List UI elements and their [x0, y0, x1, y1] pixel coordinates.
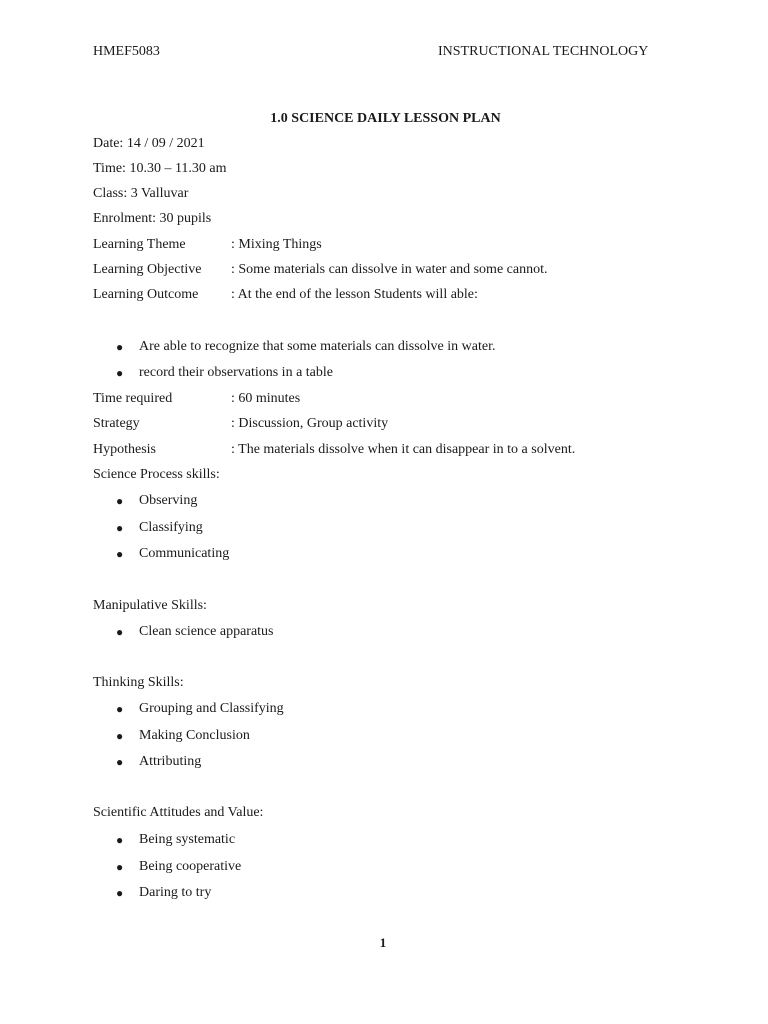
strategy-label: Strategy	[93, 416, 140, 431]
section-heading-process-skills: Science Process skills:	[93, 467, 220, 482]
bullet-icon: ●	[116, 860, 124, 874]
header-course-code: HMEF5083	[93, 44, 160, 59]
list-item: Observing	[139, 493, 198, 508]
hypothesis-label: Hypothesis	[93, 442, 156, 457]
learning-objective-value: : Some materials can dissolve in water and some cannot.	[231, 262, 548, 277]
list-item: Clean science apparatus	[139, 624, 274, 639]
outcome-item: Are able to recognize that some materials can dissolve in water.	[139, 339, 496, 354]
learning-outcome-value: : At the end of the lesson Students will able:	[231, 287, 478, 302]
list-item: Being systematic	[139, 832, 236, 847]
bullet-icon: ●	[116, 521, 124, 535]
learning-theme-value: : Mixing Things	[231, 237, 322, 252]
bullet-icon: ●	[116, 547, 124, 561]
bullet-icon: ●	[116, 729, 124, 743]
list-item: Making Conclusion	[139, 728, 250, 743]
learning-objective-label: Learning Objective	[93, 262, 202, 277]
list-item: Attributing	[139, 754, 202, 769]
time-required-label: Time required	[93, 391, 173, 406]
page-number: 1	[379, 935, 387, 950]
date-line: Date: 14 / 09 / 2021	[93, 136, 205, 151]
strategy-value: : Discussion, Group activity	[231, 416, 389, 431]
enrolment-line: Enrolment: 30 pupils	[93, 211, 212, 226]
bullet-icon: ●	[116, 625, 124, 639]
list-item: Grouping and Classifying	[139, 701, 284, 716]
bullet-icon: ●	[116, 755, 124, 769]
bullet-icon: ●	[116, 833, 124, 847]
section-heading-manipulative-skills: Manipulative Skills:	[93, 598, 207, 613]
list-item: Classifying	[139, 520, 203, 535]
bullet-icon: ●	[116, 886, 124, 900]
learning-theme-label: Learning Theme	[93, 237, 186, 252]
list-item: Communicating	[139, 546, 230, 561]
bullet-icon: ●	[116, 366, 124, 380]
section-heading-thinking-skills: Thinking Skills:	[93, 675, 184, 690]
bullet-icon: ●	[116, 340, 124, 354]
document-title: 1.0 SCIENCE DAILY LESSON PLAN	[270, 111, 501, 126]
list-item: Being cooperative	[139, 859, 242, 874]
time-required-value: : 60 minutes	[231, 391, 301, 406]
bullet-icon: ●	[116, 494, 124, 508]
header-course-name: INSTRUCTIONAL TECHNOLOGY	[438, 44, 649, 59]
hypothesis-value: : The materials dissolve when it can disappear in to a solvent.	[231, 442, 576, 457]
list-item: Daring to try	[139, 885, 212, 900]
outcome-item: record their observations in a table	[139, 365, 333, 380]
learning-outcome-label: Learning Outcome	[93, 287, 199, 302]
time-line: Time: 10.30 – 11.30 am	[93, 161, 227, 176]
class-line: Class: 3 Valluvar	[93, 186, 189, 201]
bullet-icon: ●	[116, 702, 124, 716]
section-heading-scientific-attitudes: Scientific Attitudes and Value:	[93, 805, 264, 820]
